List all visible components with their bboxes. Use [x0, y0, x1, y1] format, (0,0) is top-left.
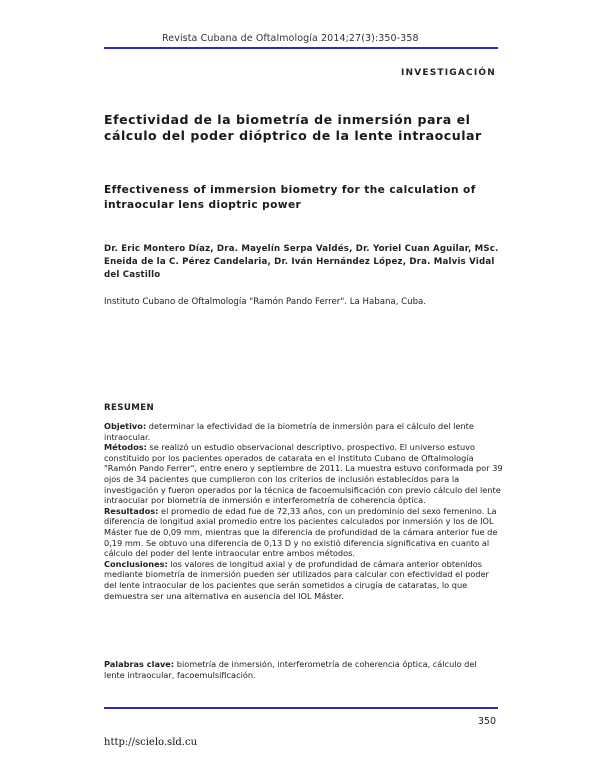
keywords	[104, 659, 500, 680]
title-spanish: Efectividad de la biometría de inmersión para el cálculo del poder dióptrico de la lente intraocular	[104, 112, 482, 143]
author-list: Dr. Eric Montero Díaz, Dra. Mayelín Serpa Valdés, Dr. Yoriel Cuan Aguilar, MSc. Eneida de la C. Pérez Candelaria, Dr. Iván Hernández López, Dra. Malvis Vidal del Castillo	[104, 244, 499, 280]
abstract-heading: RESUMEN	[104, 403, 155, 413]
footer-rule	[104, 707, 498, 709]
objetivo-label: Objetivo:	[104, 421, 147, 431]
section-label: INVESTIGACIÓN	[400, 68, 496, 78]
page-number: 350	[477, 716, 496, 727]
abstract-conclusiones	[104, 559, 504, 601]
conclusiones-text: los valores de longitud axial y de profundidad de cámara anterior obtenidos mediante biometría de inmersión pueden ser utilizados para calcular con efectividad el poder del lente intraocular de los pacientes que serán sometidos a cirugía de cataratas, lo que demuestra ser una alternativa en ausencia del IOL Máster.	[104, 558, 489, 601]
header-rule	[104, 47, 498, 49]
abstract-resultados	[104, 506, 504, 559]
abstract-body	[104, 421, 504, 601]
resultados-text: el promedio de edad fue de 72,33 años, con un predominio del sexo femenino. La diferencia de longitud axial promedio entre los pacientes calculados por inmersión y los de IOL Máster fue de 0,09 mm, mientras que la diferencia de profundidad de la cámara anterior fue de 0,19 mm. Se obtuvo una diferencia de 0,13 D y no existió diferencia significativa en cuanto al cálculo del poder del lente intraocular entre ambos métodos.	[104, 505, 498, 559]
title-english: Effectiveness of immersion biometry for the calculation of intraocular lens dioptric power	[104, 184, 476, 211]
affiliation: Instituto Cubano de Oftalmología "Ramón Pando Ferrer". La Habana, Cuba.	[104, 297, 427, 307]
footer-url-link[interactable]: http://scielo.sld.cu	[104, 737, 198, 748]
abstract-metodos	[104, 442, 504, 506]
objetivo-text: determinar la efectividad de la biometría de inmersión para el cálculo del lente intraocular.	[104, 421, 474, 442]
metodos-text: se realizó un estudio observacional descriptivo, prospectivo. El universo estuvo constituido por los pacientes operados de catarata en el Instituto Cubano de Oftalmología "Ramón Pando Ferrer", entre enero y septiembre de 2011. La muestra estuvo conformada por 39 ojos de 34 pacientes que cumplieron con los criterios de inclusión establecidos para la investigación y fueron operados por la técnica de facoemulsificación con previo cálculo del lente intraocular por biometría de inmersión e interferometría de coherencia óptica.	[104, 442, 503, 506]
abstract-objetivo	[104, 421, 504, 442]
keywords-text: biometría de inmersión, interferometría de coherencia óptica, cálculo del lente intraocular, facoemulsificación.	[104, 659, 477, 680]
conclusiones-label: Conclusiones:	[104, 558, 168, 569]
keywords-label: Palabras clave:	[104, 659, 175, 669]
metodos-label: Métodos:	[104, 442, 147, 453]
resultados-label: Resultados:	[104, 505, 159, 516]
journal-header: Revista Cubana de Oftalmología 2014;27(3):350-358	[162, 33, 419, 44]
